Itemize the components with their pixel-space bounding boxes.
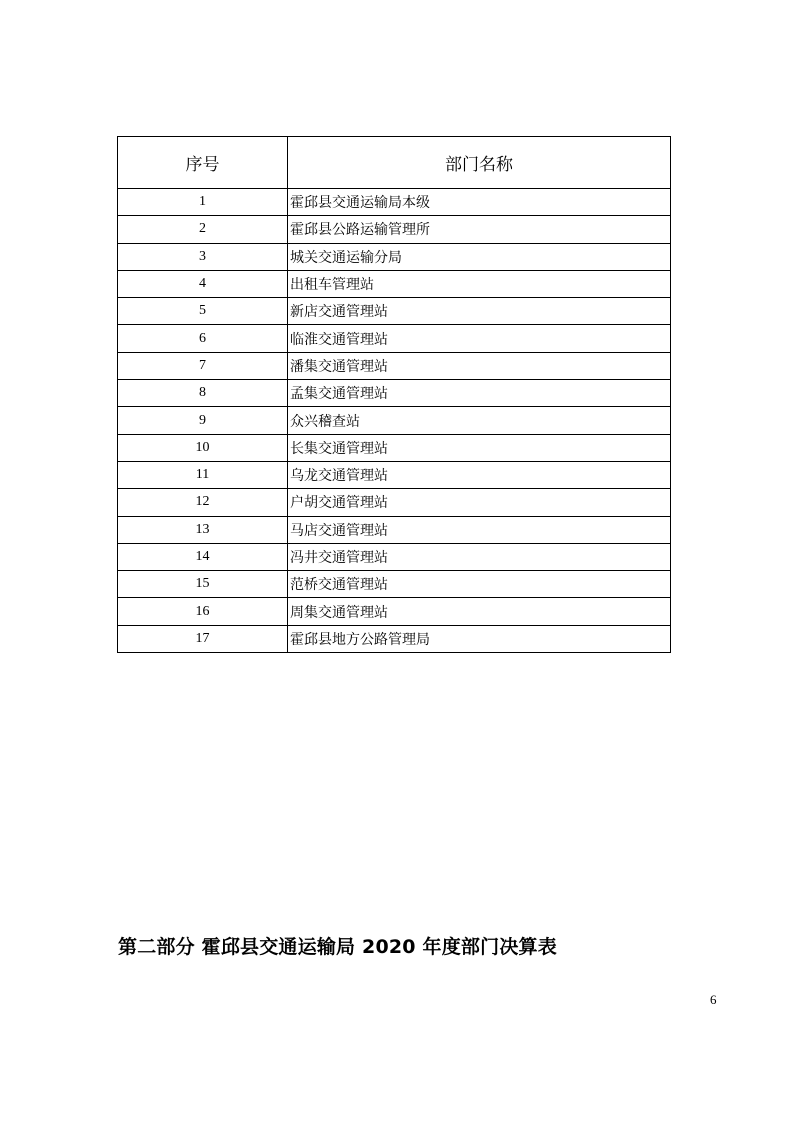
- page-number: 6: [710, 992, 717, 1007]
- table-row: [118, 325, 671, 352]
- row-department-name: 马店交通管理站: [288, 516, 671, 543]
- table-header-row: [118, 137, 671, 189]
- row-index: 11: [118, 461, 288, 488]
- row-index: 6: [118, 325, 288, 352]
- row-index: 4: [118, 270, 288, 297]
- row-department-name: 霍邱县交通运输局本级: [288, 189, 671, 216]
- row-index: 17: [118, 625, 288, 652]
- row-index: 16: [118, 598, 288, 625]
- row-department-name: 新店交通管理站: [288, 298, 671, 325]
- row-department-name: 城关交通运输分局: [288, 243, 671, 270]
- table-row: [118, 380, 671, 407]
- row-department-name: 范桥交通管理站: [288, 571, 671, 598]
- row-department-name: 孟集交通管理站: [288, 380, 671, 407]
- table-row: [118, 598, 671, 625]
- row-index: 3: [118, 243, 288, 270]
- row-index: 2: [118, 216, 288, 243]
- row-department-name: 乌龙交通管理站: [288, 461, 671, 488]
- row-index: 13: [118, 516, 288, 543]
- row-index: 5: [118, 298, 288, 325]
- row-department-name: 霍邱县地方公路管理局: [288, 625, 671, 652]
- row-index: 9: [118, 407, 288, 434]
- row-index: 7: [118, 352, 288, 379]
- row-index: 12: [118, 489, 288, 516]
- row-department-name: 霍邱县公路运输管理所: [288, 216, 671, 243]
- table-row: [118, 489, 671, 516]
- row-index: 15: [118, 571, 288, 598]
- section-heading: 第二部分 霍邱县交通运输局 2020 年度部门决算表: [118, 936, 557, 958]
- row-department-name: 户胡交通管理站: [288, 489, 671, 516]
- table-row: [118, 352, 671, 379]
- table-row: [118, 216, 671, 243]
- table-body: [118, 189, 671, 653]
- row-index: 10: [118, 434, 288, 461]
- row-index: 14: [118, 543, 288, 570]
- table-row: [118, 434, 671, 461]
- row-department-name: 长集交通管理站: [288, 434, 671, 461]
- row-index: 8: [118, 380, 288, 407]
- header-index: 序号: [118, 137, 288, 189]
- row-department-name: 周集交通管理站: [288, 598, 671, 625]
- row-department-name: 临淮交通管理站: [288, 325, 671, 352]
- table-row: [118, 243, 671, 270]
- table-row: [118, 407, 671, 434]
- department-table: [117, 136, 671, 653]
- table-row: [118, 543, 671, 570]
- table-row: [118, 270, 671, 297]
- row-department-name: 众兴稽查站: [288, 407, 671, 434]
- row-index: 1: [118, 189, 288, 216]
- table-row: [118, 516, 671, 543]
- row-department-name: 潘集交通管理站: [288, 352, 671, 379]
- table-row: [118, 461, 671, 488]
- table-row: [118, 298, 671, 325]
- header-department-name: 部门名称: [288, 137, 671, 189]
- table-row: [118, 625, 671, 652]
- table-row: [118, 189, 671, 216]
- row-department-name: 出租车管理站: [288, 270, 671, 297]
- table-row: [118, 571, 671, 598]
- row-department-name: 冯井交通管理站: [288, 543, 671, 570]
